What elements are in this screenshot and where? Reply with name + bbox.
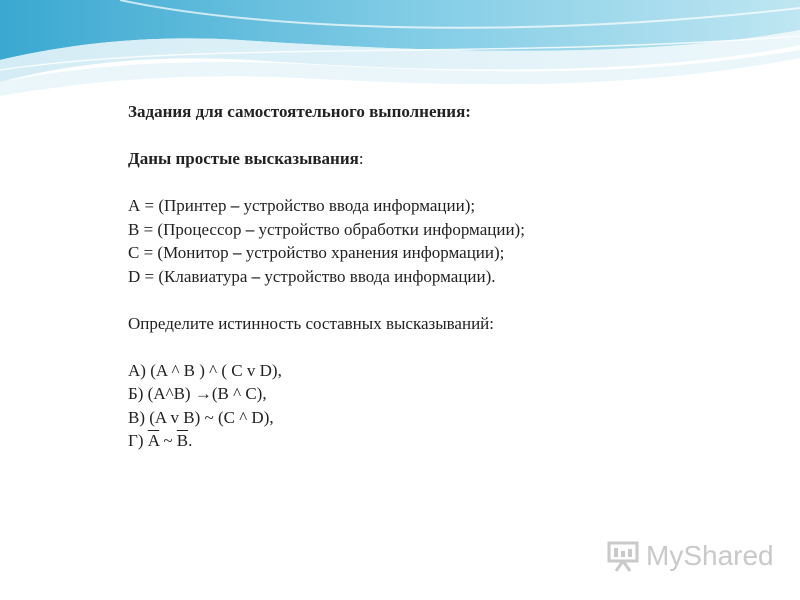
expression-b: Б) (A^B) →(B ^ C), (128, 384, 267, 403)
slide-heading: Задания для самостоятельного выполнения: (128, 102, 471, 121)
statement-text: устройство хранения информации); (241, 243, 505, 262)
expression-v: В) (A v B) ~ (C ^ D), (128, 407, 274, 427)
expression-end: . (188, 431, 193, 450)
statement-dash: – (251, 266, 261, 286)
watermark-text: MyShared (646, 540, 774, 571)
presentation-board-icon (606, 539, 640, 573)
statement-dash: – (245, 219, 255, 239)
expression-a: А) (A ^ B ) ^ ( C v D), (128, 360, 282, 380)
negated-b: $\overline{B}$ (176, 431, 189, 450)
statement-d (128, 265, 728, 289)
statement-dash: – (230, 196, 240, 215)
expression-prefix: Г) (128, 431, 148, 450)
statement-dash: – (232, 243, 242, 262)
task-line: Определите истинность составных высказываний: (128, 313, 494, 333)
watermark-logo (606, 536, 774, 576)
statement-text: D = (Клавиатура (128, 266, 252, 286)
statement-text: С = (Монитор (128, 243, 233, 262)
statement-b (128, 218, 728, 242)
statement-c (128, 241, 728, 265)
given-colon: : (358, 149, 364, 168)
statement-text: В = (Процессор (128, 219, 246, 239)
expression-g (128, 429, 728, 453)
given-label: Даны простые высказывания (128, 149, 359, 168)
slide-content (128, 100, 728, 453)
statement-text: А = (Принтер (128, 196, 231, 215)
statement-a (128, 194, 728, 218)
decorative-wave-banner (0, 0, 800, 110)
expression-operator: ~ (159, 431, 177, 450)
statement-text: устройство ввода информации); (239, 196, 476, 215)
statement-text: устройство обработки информации); (254, 219, 525, 239)
statement-text: устройство ввода информации). (260, 266, 496, 286)
given-line (128, 147, 728, 171)
negated-a: $\overline{A}$ (147, 431, 160, 450)
